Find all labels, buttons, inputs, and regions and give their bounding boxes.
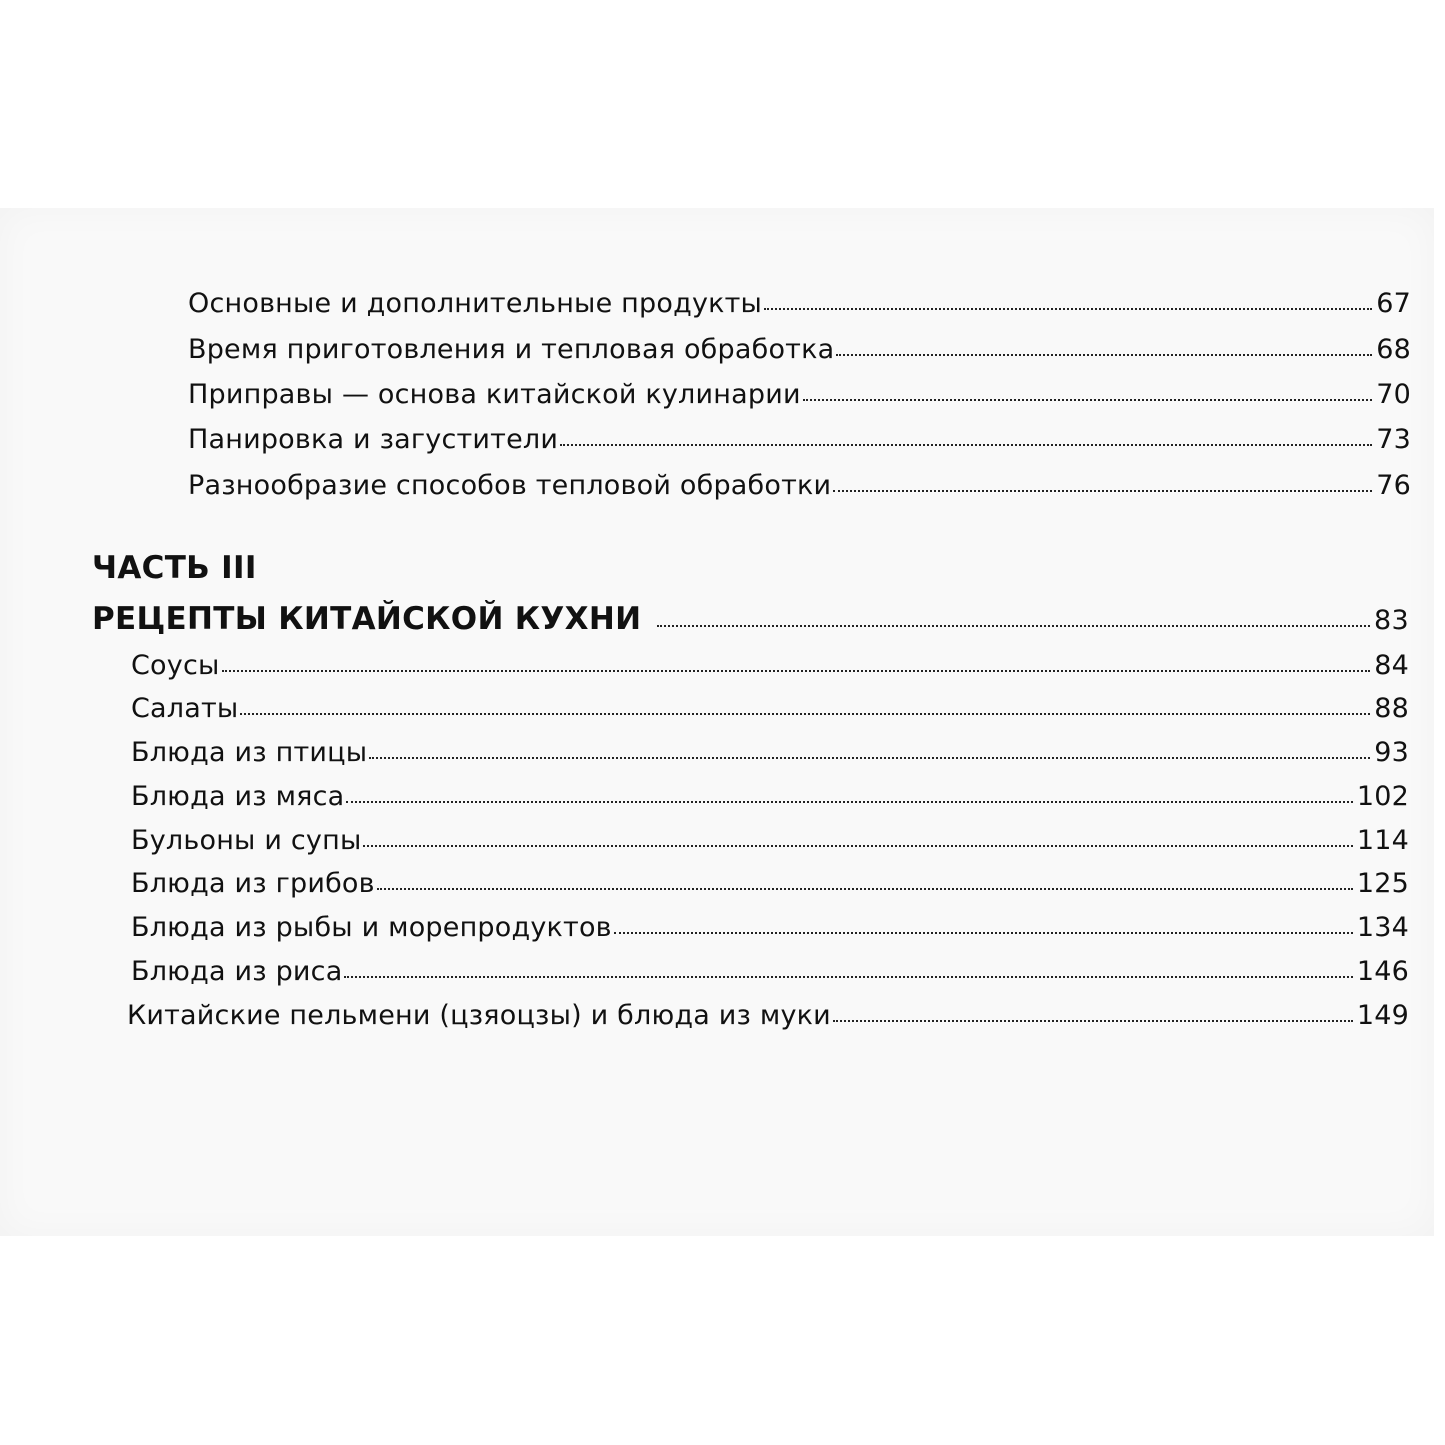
toc-entry-page: 88	[1374, 693, 1409, 724]
dot-leader	[614, 932, 1353, 934]
toc-entry[interactable]	[131, 693, 1409, 724]
dot-leader	[764, 308, 1372, 310]
toc-entry-page: 93	[1374, 737, 1409, 768]
toc-entry-page: 67	[1376, 288, 1411, 319]
toc-entry-label: Время приготовления и тепловая обработка	[188, 334, 835, 365]
toc-entry[interactable]	[127, 1000, 1409, 1031]
toc-entry[interactable]	[131, 650, 1409, 681]
toc-entry[interactable]	[131, 825, 1409, 856]
toc-entry-page: 149	[1356, 1000, 1409, 1031]
toc-entry[interactable]	[131, 868, 1409, 899]
toc-entry-page: 84	[1374, 650, 1409, 681]
toc-entry[interactable]	[131, 737, 1409, 768]
toc-entry[interactable]	[188, 334, 1411, 365]
dot-leader	[803, 399, 1373, 401]
dot-leader	[657, 625, 1370, 627]
part-number-heading: ЧАСТЬ III	[92, 550, 257, 586]
dot-leader	[240, 713, 1370, 715]
dot-leader	[560, 444, 1372, 446]
toc-entry[interactable]	[188, 379, 1411, 410]
toc-entry-label: Блюда из грибов	[131, 868, 375, 899]
dot-leader	[222, 670, 1371, 672]
dot-leader	[369, 757, 1370, 759]
toc-entry[interactable]	[131, 956, 1409, 987]
toc-entry-label: Блюда из риса	[131, 956, 343, 987]
toc-entry-label: Китайские пельмени (цзяоцзы) и блюда из муки	[127, 1000, 831, 1031]
toc-entry-page: 102	[1356, 781, 1409, 812]
toc-entry-label: Соусы	[131, 650, 220, 681]
toc-entry-label: Блюда из рыбы и морепродуктов	[131, 912, 612, 943]
toc-entry-page: 125	[1356, 868, 1409, 899]
toc-entry-page: 134	[1356, 912, 1409, 943]
dot-leader	[377, 888, 1353, 890]
toc-entry-page: 114	[1356, 825, 1409, 856]
toc-entry-label: Панировка и загустители	[188, 424, 559, 455]
toc-entry[interactable]	[188, 288, 1411, 319]
toc-entry-label: Основные и дополнительные продукты	[188, 288, 763, 319]
toc-entry-label: Салаты	[131, 693, 239, 724]
toc-entry-label: Блюда из мяса	[131, 781, 345, 812]
dot-leader	[836, 354, 1372, 356]
dot-leader	[833, 490, 1372, 492]
toc-entry-label: Блюда из птицы	[131, 737, 368, 768]
part-title-entry[interactable]	[92, 601, 1409, 637]
toc-entry-page: 76	[1376, 470, 1411, 501]
dot-leader	[346, 801, 1352, 803]
dot-leader	[833, 1020, 1353, 1022]
toc-entry-label: Бульоны и супы	[131, 825, 362, 856]
toc-entry-label: Приправы — основа китайской кулинарии	[188, 379, 801, 410]
toc-entry-page: 68	[1376, 334, 1411, 365]
toc-entry-page: 146	[1356, 956, 1409, 987]
toc-entry-page: 83	[1374, 605, 1409, 636]
toc-entry[interactable]	[131, 781, 1409, 812]
dot-leader	[363, 845, 1352, 847]
toc-entry-page: 70	[1376, 379, 1411, 410]
toc-entry[interactable]	[188, 470, 1411, 501]
toc-entry-label: Разнообразие способов тепловой обработки	[188, 470, 832, 501]
toc-entry-page: 73	[1376, 424, 1411, 455]
dot-leader	[344, 976, 1352, 978]
toc-entry[interactable]	[188, 424, 1411, 455]
toc-entry[interactable]	[131, 912, 1409, 943]
part-title: РЕЦЕПТЫ КИТАЙСКОЙ КУХНИ	[92, 601, 642, 637]
